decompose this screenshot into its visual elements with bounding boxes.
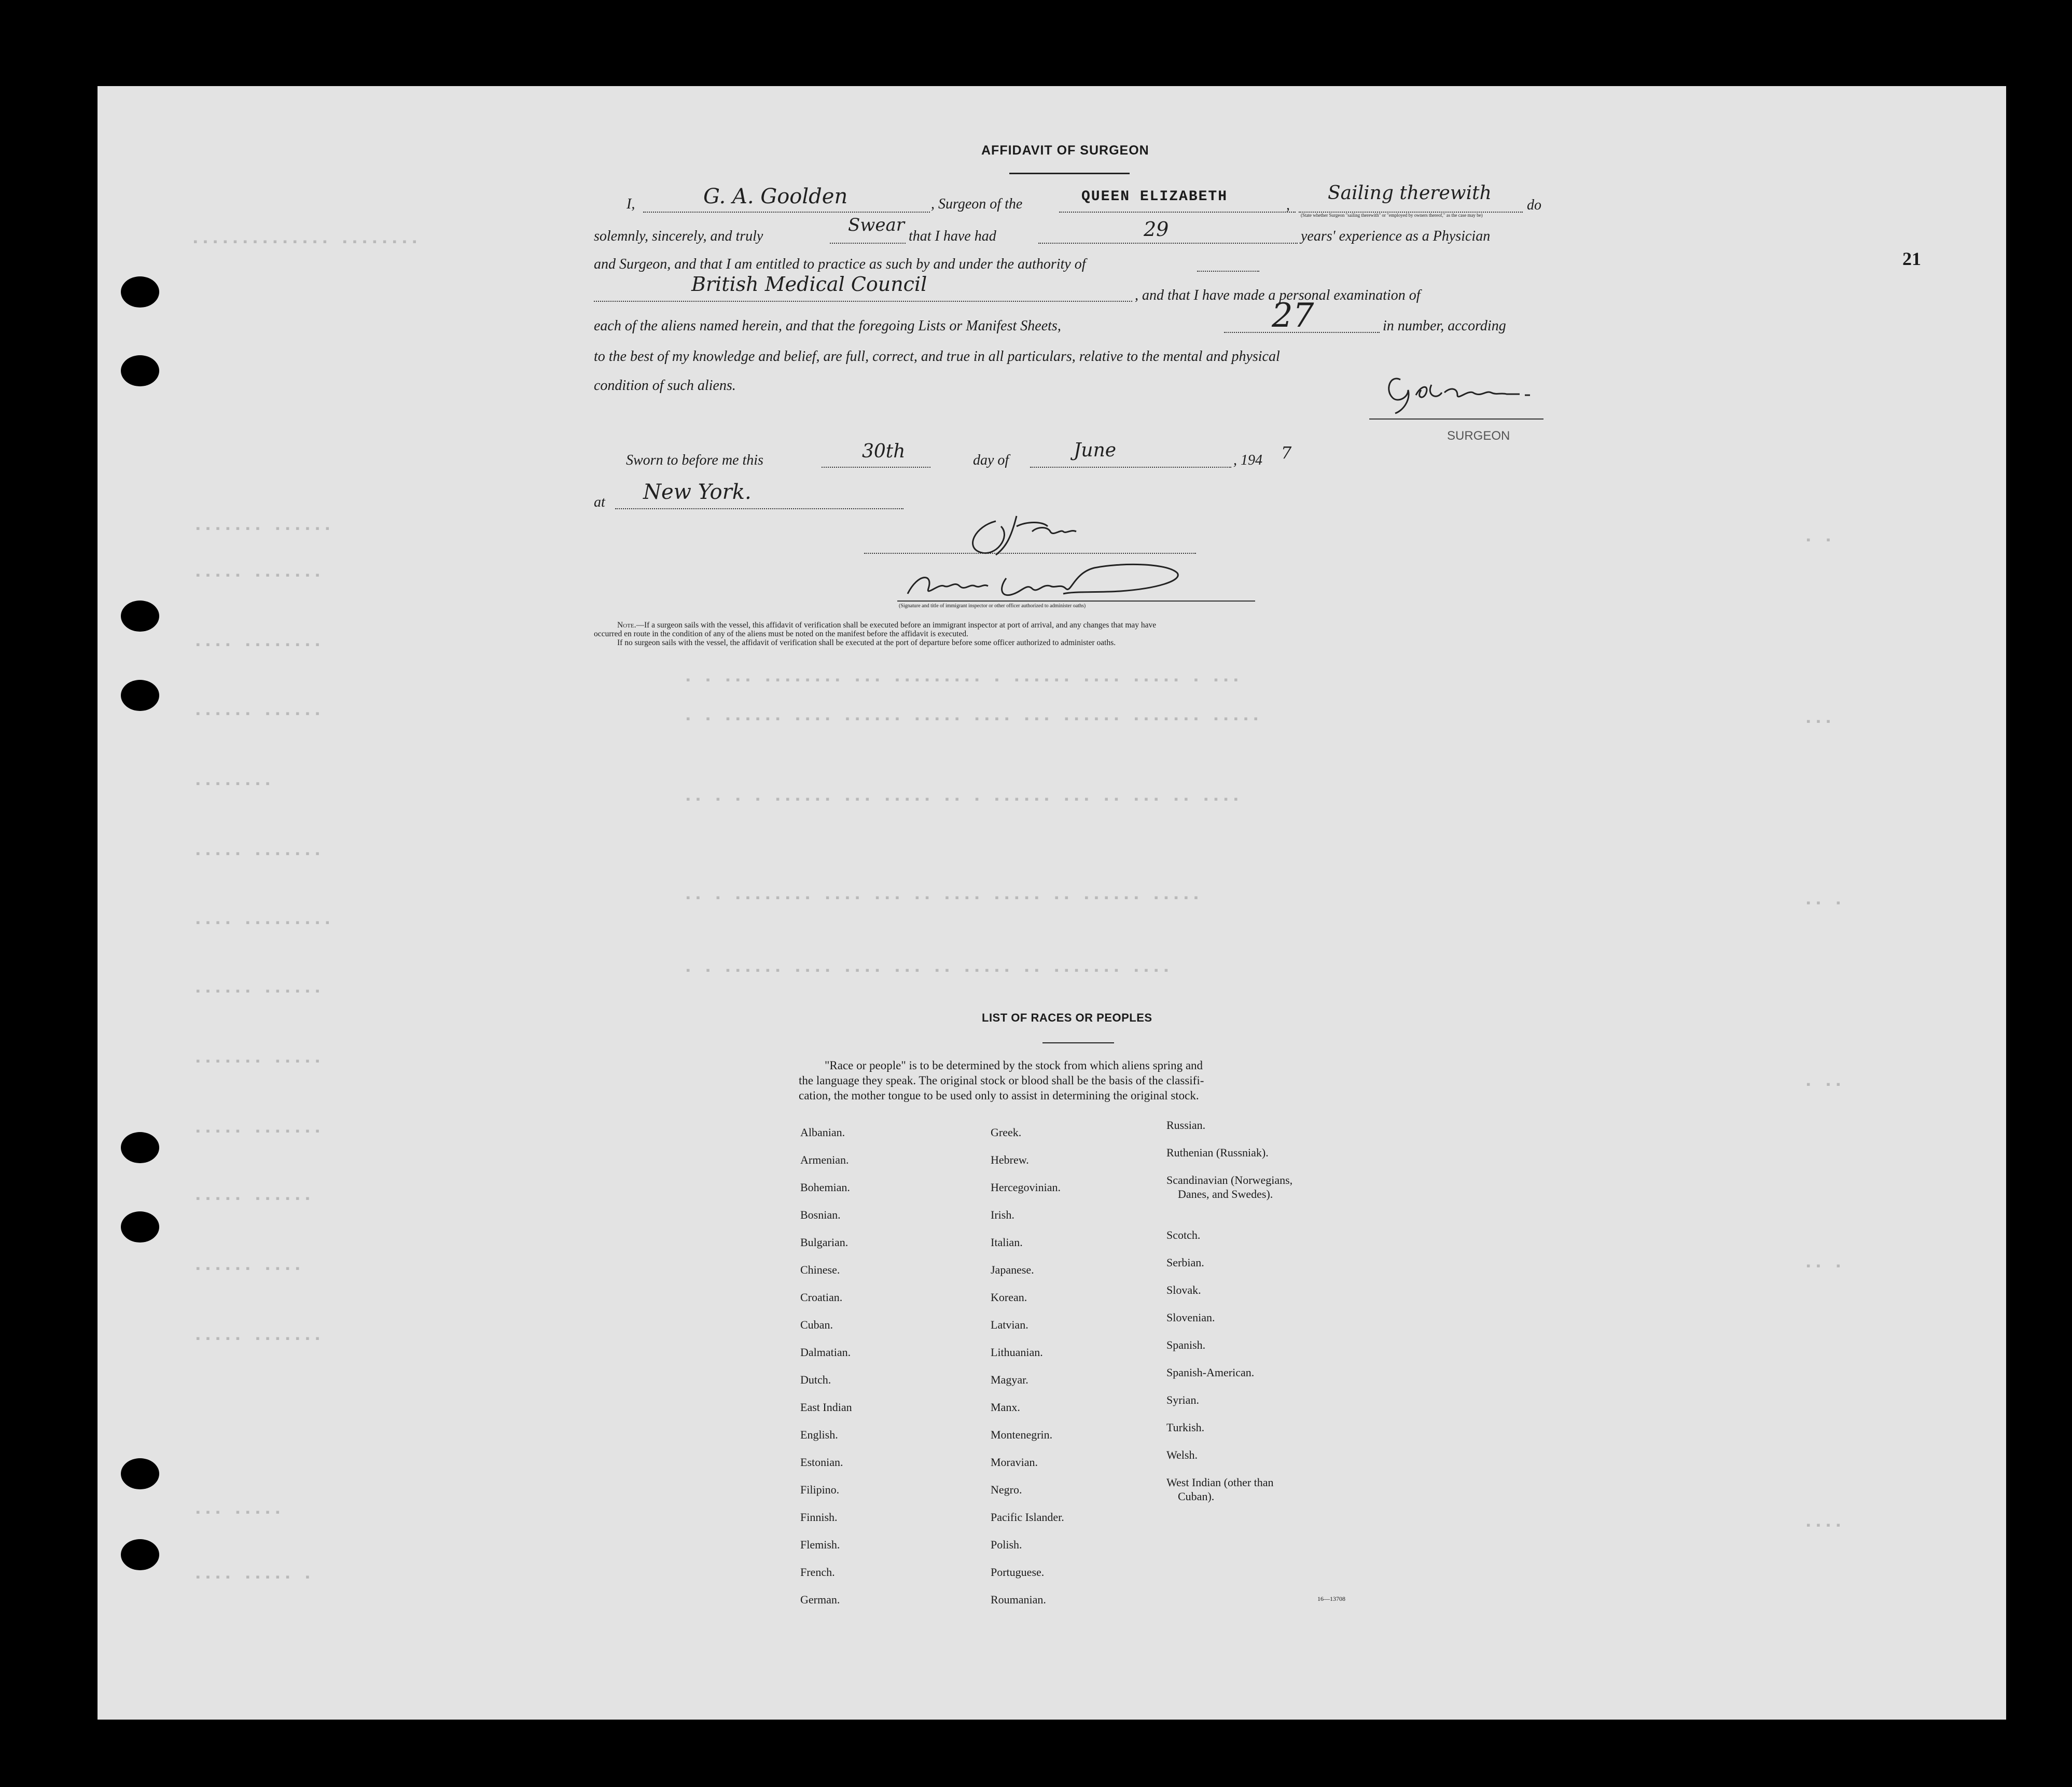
race-item: Cuban). [1166, 1490, 1215, 1503]
binder-hole [121, 1132, 159, 1163]
race-item: Cuban. [800, 1318, 833, 1331]
surgeon-signature [1380, 369, 1546, 416]
ship-name: QUEEN ELIZABETH [1081, 189, 1228, 205]
affidavit-title: AFFIDAVIT OF SURGEON [981, 143, 1149, 158]
race-item: Bosnian. [800, 1208, 841, 1221]
race-item: Pacific Islander. [991, 1511, 1064, 1524]
race-item: Bulgarian. [800, 1236, 849, 1249]
years-experience-text: years' experience as a Physician [1301, 228, 1491, 244]
in-number-text: in number, according [1383, 318, 1506, 334]
race-item: Turkish. [1166, 1421, 1205, 1434]
race-item: Hercegovinian. [991, 1181, 1061, 1194]
race-item: Armenian. [800, 1153, 849, 1166]
race-item: Syrian. [1166, 1393, 1199, 1406]
surgeon-name: G. A. Goolden [703, 185, 848, 208]
ship-blank [1059, 212, 1296, 213]
race-item: Spanish-American. [1166, 1366, 1255, 1379]
note-lead: Note. [617, 621, 636, 630]
medical-authority: British Medical Council [691, 273, 927, 296]
races-title-underline [1042, 1042, 1114, 1043]
sworn-place: New York. [643, 480, 752, 504]
race-item: Serbian. [1166, 1256, 1204, 1269]
race-item: Dalmatian. [800, 1346, 851, 1359]
officer-signature-line [897, 601, 1255, 602]
race-item: Flemish. [800, 1538, 840, 1551]
note-line-1: —If a surgeon sails with the vessel, this affidavit of verification shall be executed before an immigrant inspector at port of arrival, and any changes that may have [636, 621, 1157, 630]
year-prefix: , 194 [1233, 452, 1262, 468]
race-item: Irish. [991, 1208, 1014, 1221]
authority-text: and Surgeon, and that I am entitled to practice as such by and under the authority of [594, 256, 1086, 272]
binder-hole [121, 601, 159, 632]
page-number: 21 [1902, 248, 1921, 269]
sheet-count: 27 [1272, 297, 1314, 335]
race-item: Roumanian. [991, 1593, 1046, 1606]
year-digit: 7 [1281, 443, 1292, 463]
manifest-sheets-text: each of the aliens named herein, and that the foregoing Lists or Manifest Sheets, [594, 318, 1061, 334]
race-item: Finnish. [800, 1511, 838, 1524]
note-line-2: occurred en route in the condition of any of the aliens must be noted on the manifest before the affidavit is executed. [594, 630, 968, 638]
surgeon-of-label: , Surgeon of the [931, 196, 1023, 212]
binder-hole [121, 1539, 159, 1570]
intro-line: the language they speak. The original stock or blood shall be the basis of the classifi- [799, 1074, 1204, 1087]
binder-hole [121, 355, 159, 386]
race-item: Latvian. [991, 1318, 1028, 1331]
race-item: Russian. [1166, 1119, 1206, 1132]
race-item: Portuguese. [991, 1566, 1045, 1579]
name-blank [643, 212, 930, 213]
race-item: Croatian. [800, 1291, 843, 1304]
examination-text: , and that I have made a personal examination of [1135, 287, 1421, 303]
race-item: Albanian. [800, 1126, 845, 1139]
race-item: French. [800, 1566, 835, 1579]
binder-hole [121, 1458, 159, 1489]
day-of-text: day of [973, 452, 1009, 468]
form-number: 16—13708 [1317, 1595, 1345, 1602]
note-line-3: If no surgeon sails with the vessel, the affidavit of verification shall be executed at the port of departure before some officer authorized to administer oaths. [617, 638, 1116, 647]
do-label: do [1527, 197, 1541, 213]
race-item: Moravian. [991, 1456, 1038, 1469]
race-item: Scotch. [1166, 1228, 1201, 1241]
race-item: Filipino. [800, 1483, 840, 1496]
race-item: Magyar. [991, 1373, 1028, 1386]
races-title: LIST OF RACES OR PEOPLES [982, 1011, 1152, 1024]
race-item: West Indian (other than [1166, 1476, 1274, 1489]
knowledge-text: to the best of my knowledge and belief, are full, correct, and true in all particulars, relative to the mental and physical [594, 348, 1280, 365]
binder-hole [121, 680, 159, 711]
race-item: Ruthenian (Russniak). [1166, 1146, 1269, 1159]
solemnly-text: solemnly, sincerely, and truly [594, 228, 763, 244]
race-item: Polish. [991, 1538, 1022, 1551]
state-note: (State whether Surgeon "sailing therewith" or "employed by owners thereof," as the case may be) [1301, 213, 1483, 218]
race-item: Slovenian. [1166, 1311, 1215, 1324]
race-item: Chinese. [800, 1263, 840, 1276]
race-item: Korean. [991, 1291, 1027, 1304]
race-item: Estonian. [800, 1456, 843, 1469]
years-experience: 29 [1144, 218, 1169, 241]
race-item: Spanish. [1166, 1338, 1206, 1351]
race-item: Bohemian. [800, 1181, 850, 1194]
races-column-3 [1166, 1119, 1292, 1504]
intro-line: "Race or people" is to be determined by the stock from which aliens spring and [825, 1059, 1203, 1072]
race-item: English. [800, 1428, 838, 1441]
race-item: Italian. [991, 1236, 1023, 1249]
sailing-status: Sailing therewith [1328, 183, 1492, 204]
sworn-text: Sworn to before me this [626, 452, 763, 468]
i-have-had-text: that I have had [909, 228, 996, 244]
title-underline [1009, 173, 1130, 174]
binder-hole [121, 276, 159, 308]
races-column-1 [800, 1119, 852, 1613]
intro-line: cation, the mother tongue to be used only to assist in determining the original stock. [799, 1089, 1199, 1102]
race-item: Dutch. [800, 1373, 831, 1386]
race-item: Hebrew. [991, 1153, 1029, 1166]
surgeon-label: SURGEON [1447, 429, 1510, 443]
officer-label: (Signature and title of immigrant inspector or other officer authorized to administer oaths) [899, 603, 1086, 609]
race-item: Manx. [991, 1401, 1020, 1414]
at-label: at [594, 494, 605, 510]
sworn-day: 30th [862, 441, 906, 462]
surgeon-signature-line [1369, 418, 1543, 420]
race-item: Negro. [991, 1483, 1022, 1496]
sworn-month: June [1074, 440, 1117, 461]
oath-verb: Swear [848, 215, 905, 235]
race-item: East Indian [800, 1401, 852, 1414]
race-item: Scandinavian (Norwegians, [1166, 1174, 1293, 1186]
race-item: German. [800, 1593, 840, 1606]
races-column-2 [991, 1119, 1064, 1613]
race-item: Slovak. [1166, 1283, 1201, 1296]
condition-text: condition of such aliens. [594, 378, 736, 394]
affidavit-i: I, [627, 196, 635, 212]
binder-hole [121, 1211, 159, 1242]
race-item: Japanese. [991, 1263, 1034, 1276]
race-item: Danes, and Swedes). [1166, 1188, 1273, 1200]
race-item: Lithuanian. [991, 1346, 1043, 1359]
race-item: Greek. [991, 1126, 1022, 1139]
race-item: Welsh. [1166, 1448, 1198, 1461]
race-item: Montenegrin. [991, 1428, 1053, 1441]
